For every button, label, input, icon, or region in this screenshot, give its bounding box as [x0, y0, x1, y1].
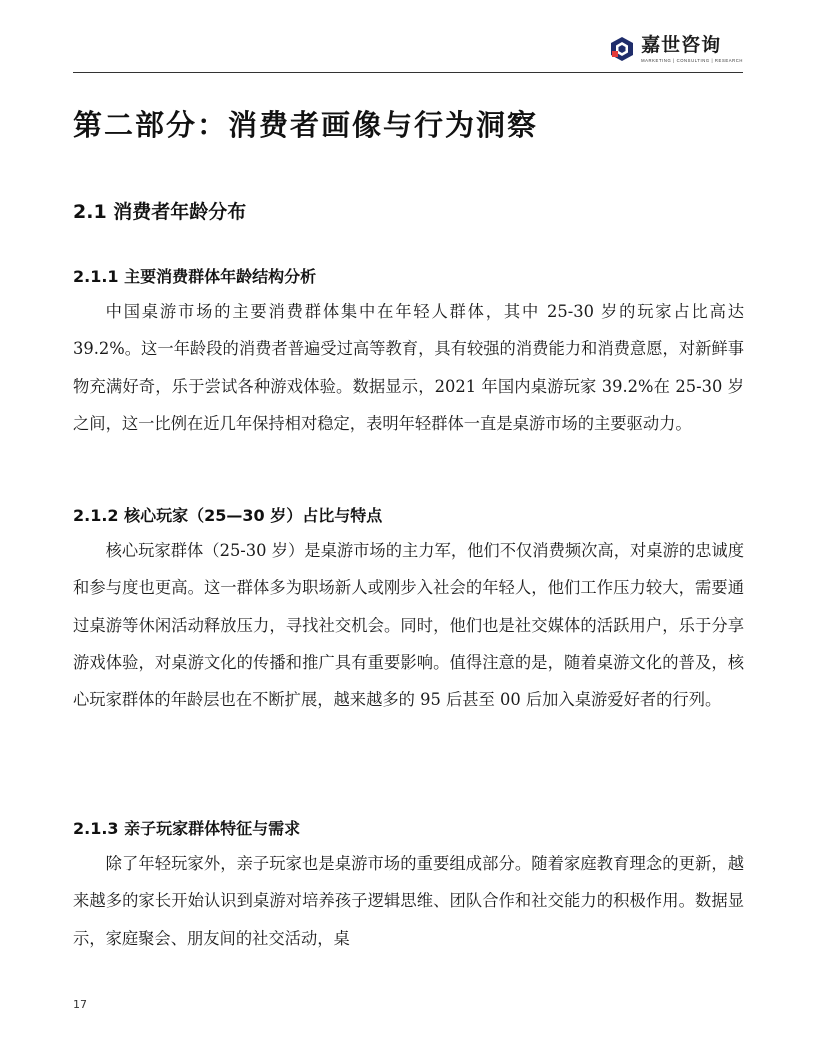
page-number: 17 — [73, 998, 87, 1011]
subsection-title-2: 2.1.2 核心玩家（25—30 岁）占比与特点 — [73, 506, 383, 525]
part-title: 第二部分：消费者画像与行为洞察 — [73, 108, 539, 142]
subsection-title-3: 2.1.3 亲子玩家群体特征与需求 — [73, 819, 301, 838]
section-title: 2.1 消费者年龄分布 — [73, 201, 247, 223]
company-logo — [609, 34, 743, 63]
subsection-paragraph-2: 核心玩家群体（25-30 岁）是桌游市场的主力军，他们不仅消费频次高，对桌游的忠诚度和参与度也更高。这一群体多为职场新人或刚步入社会的年轻人，他们工作压力较大，需要通过桌游等休闲活动释放压力，寻找社交机会。同时，他们也是社交媒体的活跃用户，乐于分享游戏体验，对桌游文化的传播和推广具有重要影响。值得注意的是，随着桌游文化的普及，核心玩家群体的年龄层也在不断扩展，越来越多的 95 后甚至 00 后加入桌游爱好者的行列。 — [73, 541, 744, 710]
logo-name: 嘉世咨询 — [641, 34, 722, 56]
header-divider — [73, 72, 743, 73]
subsection-paragraph-3: 除了年轻玩家外，亲子玩家也是桌游市场的重要组成部分。随着家庭教育理念的更新，越来越多的家长开始认识到桌游对培养孩子逻辑思维、团队合作和社交能力的积极作用。数据显示，家庭聚会、朋友间的社交活动，桌 — [73, 854, 744, 948]
subsection-title-1: 2.1.1 主要消费群体年龄结构分析 — [73, 267, 317, 286]
page-header — [73, 28, 743, 72]
subsection-paragraph-1: 中国桌游市场的主要消费群体集中在年轻人群体，其中 25-30 岁的玩家占比高达 39.2%。这一年龄段的消费者普遍受过高等教育，具有较强的消费能力和消费意愿，对新鲜事物充满好奇，乐于尝试各种游戏体验。数据显示，2021 年国内桌游玩家 39.2%在 25-30 岁之间，这一比例在近几年保持相对稳定，表明年轻群体一直是桌游市场的主要驱动力。 — [73, 302, 744, 433]
cube-logo-icon — [609, 36, 635, 62]
logo-tagline: MARKETING | CONSULTING | RESEARCH — [641, 58, 743, 63]
